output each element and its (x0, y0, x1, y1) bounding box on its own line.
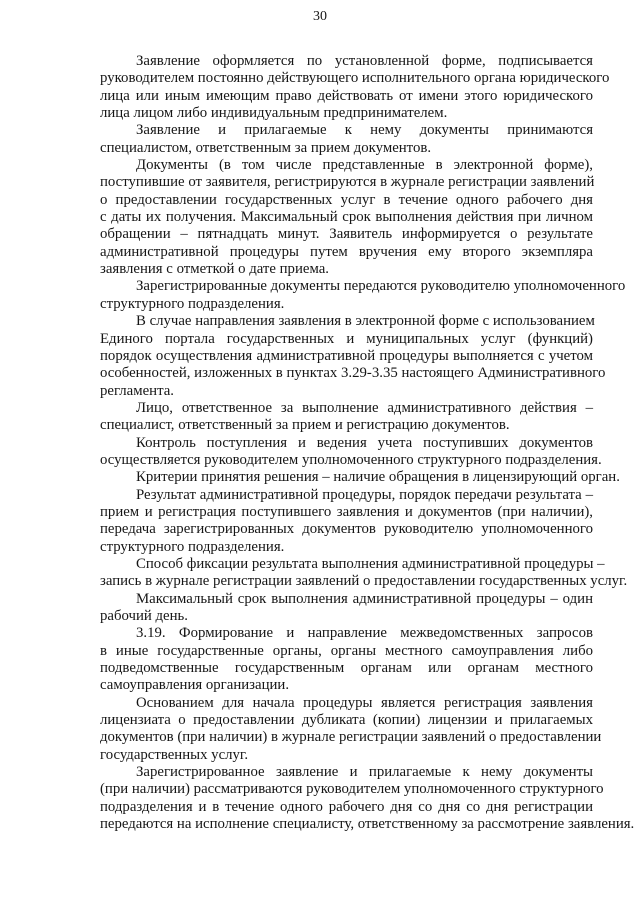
text-line: Контроль поступления и ведения учета поступивших документов (136, 434, 593, 451)
text-line: Способ фиксации результата выполнения административной процедуры – (136, 555, 605, 572)
text-line: Результат административной процедуры, порядок передачи результата – (136, 486, 593, 503)
paragraph (100, 434, 602, 470)
text-line: Документы (в том числе представленные в электронной форме), (136, 157, 593, 174)
text-line: 3.19. Формирование и направление межведомственных запросов (136, 625, 593, 642)
text-line: осуществляется руководителем уполномоченного структурного подразделения. (100, 451, 602, 468)
text-line: Заявление и прилагаемые к нему документы принимаются (136, 122, 593, 139)
text-line: рабочий день. (100, 608, 188, 624)
text-line: специалист, ответственный за прием и регистрацию документов. (100, 417, 510, 434)
text-line: структурного подразделения. (100, 295, 285, 312)
text-line: в иные государственные органы, органы местного самоуправления либо (100, 642, 593, 659)
text-line: Критерии принятия решения – наличие обращения в лицензирующий орган. (136, 469, 620, 486)
text-line: подразделения и в течение одного рабочего дня со дня со дня регистрации (100, 798, 593, 815)
text-line: Максимальный срок выполнения административной процедуры – один (136, 590, 593, 607)
text-line: о предоставлении государственных услуг в течение одного рабочего дня (100, 191, 593, 208)
paragraph (100, 625, 593, 694)
text-line: лица или иным имеющим право действовать от имени этого юридического (100, 87, 593, 104)
text-line: Зарегистрированное заявление и прилагаемые к нему документы (136, 764, 593, 781)
text-line: передача зарегистрированных документов руководителю уполномоченного (100, 521, 593, 538)
text-line: регламента. (100, 382, 174, 399)
text-line: с даты их получения. Максимальный срок выполнения действия при личном (100, 209, 593, 226)
text-line: государственных услуг. (100, 746, 249, 763)
text-line: руководителем постоянно действующего исполнительного органа юридического (100, 70, 610, 87)
text-line: Основанием для начала процедуры является регистрация заявления (136, 694, 593, 711)
page-number: 30 (313, 9, 327, 24)
paragraph (100, 591, 593, 626)
text-line: обращении – пятнадцать минут. Заявитель информируется о результате (100, 226, 593, 243)
text-line: порядок осуществления административной процедуры выполняется с учетом (100, 347, 593, 364)
paragraph (100, 469, 620, 486)
text-line: запись в журнале регистрации заявлений о предоставлении государственных услуг. (100, 573, 628, 590)
text-line: заявления с отметкой о дате приема. (100, 261, 329, 278)
text-line: лицензиата о предоставлении дубликата (копии) лицензии и прилагаемых (100, 712, 593, 729)
paragraph (100, 313, 606, 400)
text-line: административной процедуры путем вручения ему второго экземпляра (100, 243, 593, 260)
text-line: В случае направления заявления в электронной форме с использованием (136, 313, 595, 330)
text-line: прием и регистрация поступившего заявления и документов (при наличии), (100, 503, 593, 520)
paragraph (100, 122, 593, 157)
text-line: специалистом, ответственным за прием документов. (100, 139, 432, 156)
paragraph (100, 487, 593, 556)
paragraph (100, 53, 610, 122)
text-line: особенностей, изложенных в пунктах 3.29-3.35 настоящего Административного (100, 365, 606, 382)
text-line: Заявление оформляется по установленной форме, подписывается (136, 53, 593, 69)
text-line: структурного подразделения. (100, 538, 285, 555)
paragraph (100, 764, 635, 833)
text-line: (при наличии) рассматриваются руководителем уполномоченного структурного (100, 781, 604, 798)
text-line: подведомственные государственным органам или органам местного (100, 660, 593, 677)
text-line: самоуправления организации. (100, 677, 290, 694)
paragraph (100, 555, 628, 591)
document-body (100, 53, 635, 833)
paragraph (100, 157, 593, 278)
paragraph (100, 278, 626, 313)
paragraph (100, 400, 593, 435)
text-line: Единого портала государственных и муниципальных услуг (функций) (100, 330, 593, 347)
text-line: документов (при наличии) в журнале регистрации заявлений о предоставлении (100, 729, 602, 746)
text-line: передаются на исполнение специалисту, ответственному за рассмотрение заявления. (100, 816, 635, 833)
text-line: Лицо, ответственное за выполнение административного действия – (136, 399, 593, 416)
paragraph (100, 694, 602, 764)
text-line: лица лицом либо индивидуальным предпринимателем. (100, 105, 448, 122)
text-line: Зарегистрированные документы передаются руководителю уполномоченного (136, 278, 626, 295)
text-line: поступившие от заявителя, регистрируются в журнале регистрации заявлений (100, 174, 595, 191)
